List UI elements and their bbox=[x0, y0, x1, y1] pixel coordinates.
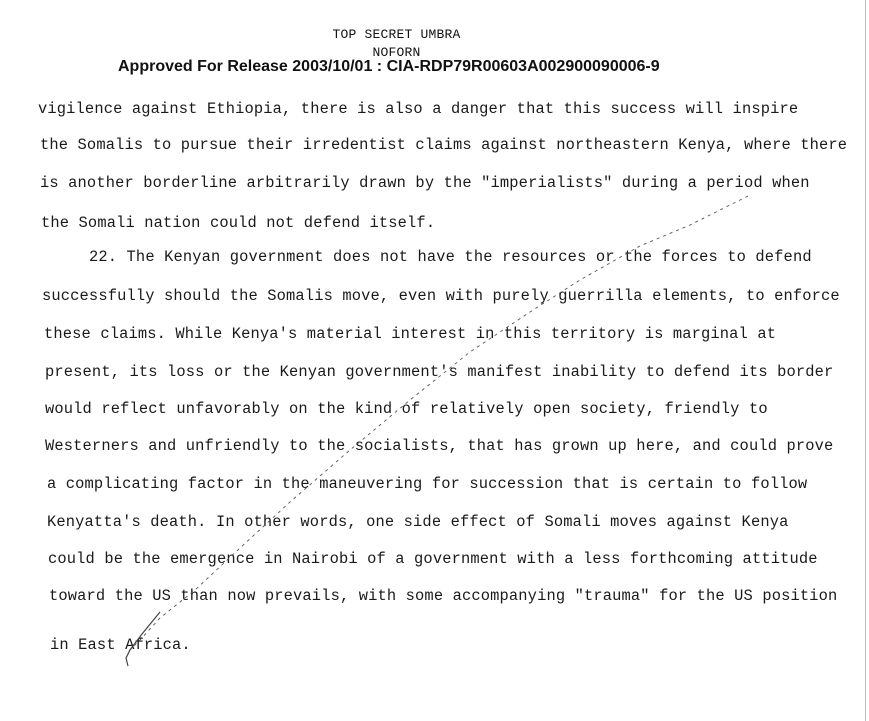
body-text-line: these claims. While Kenya's material interest in this territory is marginal at bbox=[44, 325, 777, 343]
body-text-line: successfully should the Somalis move, even with purely guerrilla elements, to enforce bbox=[42, 287, 840, 305]
body-text-line: could be the emergence in Nairobi of a government with a less forthcoming attitude bbox=[48, 550, 818, 568]
body-text-line: vigilence against Ethiopia, there is also a danger that this success will inspire bbox=[38, 100, 799, 118]
body-text-line: Kenyatta's death. In other words, one side effect of Somali moves against Kenya bbox=[47, 513, 789, 531]
body-text-line: is another borderline arbitrarily drawn by the "imperialists" during a period when bbox=[40, 174, 810, 192]
body-text-line: the Somali nation could not defend itself. bbox=[41, 214, 436, 232]
classification-marking-top: TOP SECRET UMBRA bbox=[332, 27, 461, 42]
body-text-line: would reflect unfavorably on the kind of relatively open society, friendly to bbox=[45, 400, 768, 418]
body-text-line: Westerners and unfriendly to the socialists, that has grown up here, and could prove bbox=[45, 437, 834, 455]
body-text-line: present, its loss or the Kenyan government's manifest inability to defend its border bbox=[45, 363, 834, 381]
body-text-line: the Somalis to pursue their irredentist claims against northeastern Kenya, where there bbox=[40, 136, 848, 154]
paragraph-22-first-line: 22. The Kenyan government does not have the resources or the forces to defend bbox=[89, 248, 812, 266]
classification-marking-noforn: NOFORN bbox=[372, 45, 421, 60]
body-text-line: a complicating factor in the maneuvering for succession that is certain to follow bbox=[47, 475, 808, 493]
release-approval-stamp: Approved For Release 2003/10/01 : CIA-RDP79R00603A002900090006-9 bbox=[118, 58, 660, 75]
body-text-line: in East Africa. bbox=[50, 636, 191, 654]
body-text-line: toward the US than now prevails, with some accompanying "trauma" for the US position bbox=[49, 587, 838, 605]
page-edge-line bbox=[865, 0, 866, 721]
